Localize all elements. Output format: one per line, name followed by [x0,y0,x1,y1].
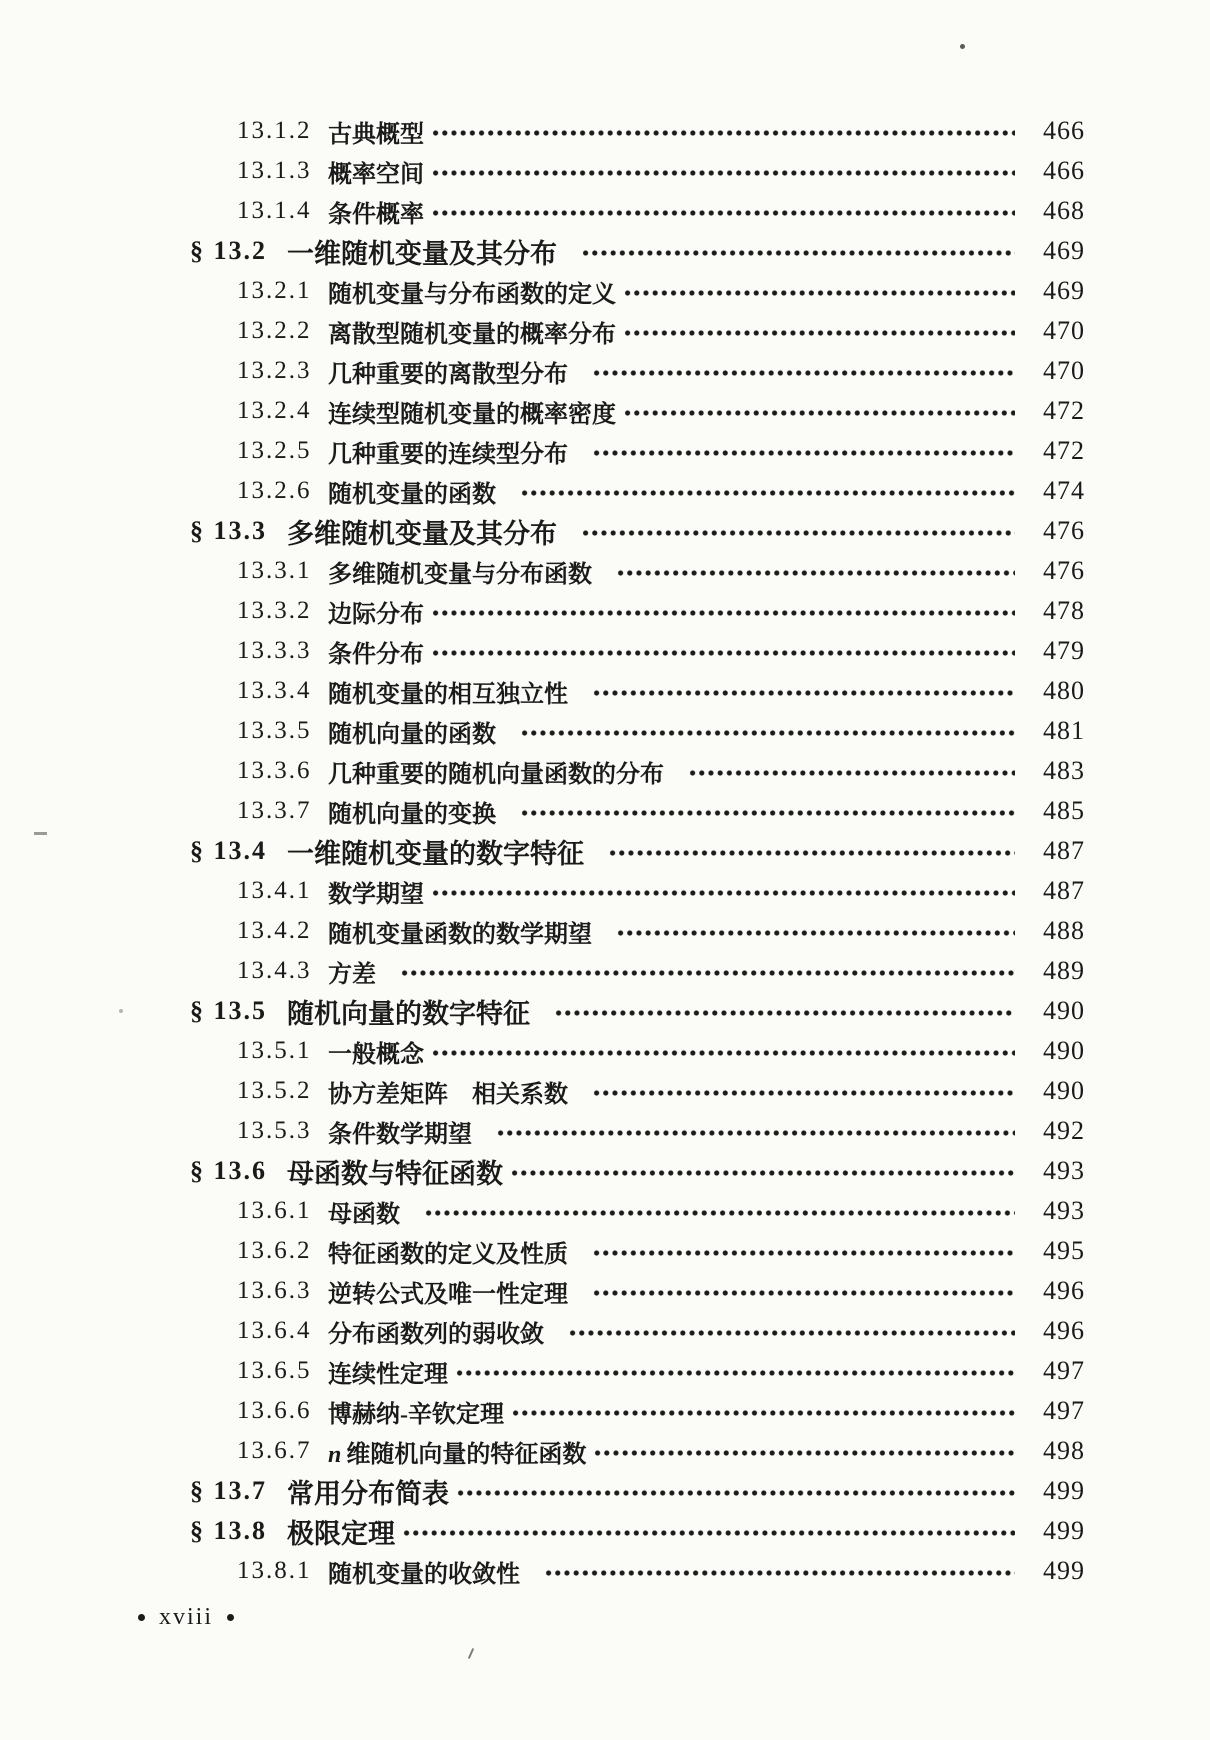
dot-leader [581,527,1015,539]
toc-entry-title: 随机向量的数字特征 [287,998,530,1029]
toc-entry-page: 487 [1043,876,1085,905]
dot-leader [592,687,1015,699]
toc-entry-page: 495 [1043,1236,1085,1265]
toc-entry-title: 方差 [328,961,376,988]
toc-row [0,751,1210,791]
toc-row [0,1271,1210,1311]
dot-leader [520,727,1015,739]
toc-row [0,1551,1210,1591]
toc-entry-page: 468 [1043,196,1085,225]
toc-row [0,431,1210,471]
toc-entry-title: 随机变量函数的数学期望 [328,921,592,948]
toc-entry-page: 492 [1043,1116,1085,1145]
toc-entry-number: 13.2.2 [237,317,312,344]
toc-entry-number: 13.6.1 [237,1197,312,1224]
toc-row [0,1031,1210,1071]
toc-entry-page: 497 [1043,1356,1085,1385]
dot-leader [688,767,1015,779]
toc-entry-page: 469 [1043,276,1085,305]
toc-row [0,471,1210,511]
dot-leader [593,1447,1015,1459]
toc-entry-title: 条件分布 [328,641,424,668]
toc-entry-page: 490 [1043,1036,1085,1065]
toc-entry-title: 一维随机变量及其分布 [287,238,557,269]
dot-leader [616,927,1015,939]
toc-entry-title: 随机变量的收敛性 [328,1561,520,1588]
toc-entry-page: 490 [1043,1076,1085,1105]
toc-row [0,311,1210,351]
toc-row [0,511,1210,551]
toc-entry-title: 极限定理 [287,1518,395,1549]
dot-leader [496,1127,1015,1139]
toc-entry-number: 13.4.3 [237,957,312,984]
toc-row [0,1231,1210,1271]
toc-entry-number: 13.5.3 [237,1117,312,1144]
toc-entry-title: 一般概念 [328,1041,424,1068]
toc-entry-page: 489 [1043,956,1085,985]
toc-entry-number: § 13.8 [190,1516,267,1545]
toc-row [0,1111,1210,1151]
toc-entry-title: 母函数与特征函数 [287,1158,503,1189]
toc-entry-number: 13.4.1 [237,877,312,904]
toc-row [0,1471,1210,1511]
toc-entry-number: 13.4.2 [237,917,312,944]
toc-entry-page: 485 [1043,796,1085,825]
scan-artifact [119,1009,123,1013]
dot-leader [581,247,1015,259]
dot-leader [623,287,1015,299]
toc-entry-page: 498 [1043,1436,1085,1465]
dot-leader [510,1167,1015,1179]
toc-entry-title: 逆转公式及唯一性定理 [328,1281,568,1308]
toc-entry-title: 常用分布简表 [287,1478,449,1509]
toc-entry-page: 481 [1043,716,1085,745]
toc-entry-page: 493 [1043,1196,1085,1225]
toc-entry-page: 472 [1043,396,1085,425]
toc-row [0,671,1210,711]
dot-leader [544,1567,1015,1579]
toc-entry-title: 随机变量与分布函数的定义 [328,281,616,308]
toc-entry-number: 13.5.2 [237,1077,312,1104]
dot-leader [623,327,1015,339]
toc-entry-number: 13.3.3 [237,637,312,664]
dot-leader [402,1527,1015,1539]
toc-entry-number: 13.3.7 [237,797,312,824]
toc-entry-number: 13.3.1 [237,557,312,584]
toc-entry-number: 13.1.2 [237,117,312,144]
toc-row [0,951,1210,991]
toc-entry-title: 离散型随机变量的概率分布 [328,321,616,348]
toc-row [0,391,1210,431]
toc-row [0,911,1210,951]
toc-entry-title: 数学期望 [328,881,424,908]
toc-row [0,1511,1210,1551]
toc-entry-number: 13.1.3 [237,157,312,184]
toc-entry-number: 13.6.7 [237,1437,312,1464]
toc-entry-page: 493 [1043,1156,1085,1185]
dot-leader [455,1367,1015,1379]
toc-entry-title: 随机变量的相互独立性 [328,681,568,708]
dot-leader [554,1007,1015,1019]
scan-artifact [468,1648,474,1659]
toc-entry-page: 496 [1043,1316,1085,1345]
toc-entry-number: 13.6.2 [237,1237,312,1264]
dot-leader [623,407,1015,419]
toc-entry-number: § 13.5 [190,996,267,1025]
toc-entry-number: 13.2.1 [237,277,312,304]
toc-entry-title: 连续性定理 [328,1361,448,1388]
toc-row [0,191,1210,231]
toc-entry-page: 497 [1043,1396,1085,1425]
toc-entry-title: 随机向量的变换 [328,801,496,828]
toc-entry-page: 478 [1043,596,1085,625]
toc-entry-number: 13.6.3 [237,1277,312,1304]
toc-entry-page: 466 [1043,156,1085,185]
toc-entry-number: § 13.6 [190,1156,267,1185]
toc-entry-page: 499 [1043,1516,1085,1545]
dot-leader [511,1407,1015,1419]
toc-entry-number: 13.2.4 [237,397,312,424]
scan-artifact [960,44,965,49]
toc-entry-title: n 维随机向量的特征函数 [328,1441,587,1468]
dot-leader [520,807,1015,819]
toc-entry-page: 469 [1043,236,1085,265]
toc-row [0,1311,1210,1351]
toc-entry-page: 496 [1043,1276,1085,1305]
dot-leader [431,207,1015,219]
scan-artifact [34,832,47,835]
toc-row [0,871,1210,911]
toc-row [0,1071,1210,1111]
dot-leader [608,847,1015,859]
toc-entry-page: 476 [1043,556,1085,585]
dot-leader [424,1207,1015,1219]
toc-entry-page: 499 [1043,1556,1085,1585]
toc-row [0,1391,1210,1431]
footer-bullet-icon [227,1614,234,1621]
toc-entry-title: 协方差矩阵 相关系数 [328,1081,568,1108]
toc-entry-title: 边际分布 [328,601,424,628]
toc-entry-title: 概率空间 [328,161,424,188]
toc-row [0,711,1210,751]
toc-entry-title: 博赫纳-辛钦定理 [328,1401,504,1428]
toc-entry-number: 13.3.5 [237,717,312,744]
toc-entry-page: 479 [1043,636,1085,665]
dot-leader [431,887,1015,899]
toc-entry-number: § 13.2 [190,236,267,265]
toc-entry-number: § 13.4 [190,836,267,865]
toc-entry-page: 483 [1043,756,1085,785]
toc-entry-title: 几种重要的随机向量函数的分布 [328,761,664,788]
toc-row [0,271,1210,311]
toc-entry-page: 499 [1043,1476,1085,1505]
toc-entry-page: 480 [1043,676,1085,705]
toc-entry-number: 13.1.4 [237,197,312,224]
dot-leader [592,1247,1015,1259]
toc-entry-number: 13.2.6 [237,477,312,504]
toc-row [0,1351,1210,1391]
dot-leader [616,567,1015,579]
toc-row [0,551,1210,591]
toc-entry-number: 13.5.1 [237,1037,312,1064]
toc-entry-page: 488 [1043,916,1085,945]
dot-leader [400,967,1015,979]
toc-row [0,1151,1210,1191]
italic-variable: n [328,1441,342,1468]
toc-entry-number: 13.3.6 [237,757,312,784]
dot-leader [431,1047,1015,1059]
toc-entry-number: 13.2.3 [237,357,312,384]
toc-entry-title: 随机向量的函数 [328,721,496,748]
toc-entry-page: 474 [1043,476,1085,505]
toc-entry-page: 470 [1043,316,1085,345]
toc-entry-title: 多维随机变量及其分布 [287,518,557,549]
toc-entry-title: 母函数 [328,1201,400,1228]
toc-entry-page: 490 [1043,996,1085,1025]
toc-row [0,791,1210,831]
toc-row [0,1431,1210,1471]
footer-bullet-icon [138,1614,145,1621]
toc-entry-title: 分布函数列的弱收敛 [328,1321,544,1348]
toc-entry-number: 13.8.1 [237,1557,312,1584]
dot-leader [592,1287,1015,1299]
toc-entry-title: 几种重要的离散型分布 [328,361,568,388]
toc-entry-page: 476 [1043,516,1085,545]
dot-leader [520,487,1015,499]
toc-row [0,151,1210,191]
toc-entry-number: 13.3.4 [237,677,312,704]
toc-entry-title: 特征函数的定义及性质 [328,1241,568,1268]
toc-row [0,631,1210,671]
toc-list [0,111,1210,1591]
toc-row [0,231,1210,271]
footer-page-roman: xviii [159,1604,214,1630]
toc-entry-number: 13.2.5 [237,437,312,464]
toc-entry-number: 13.6.4 [237,1317,312,1344]
toc-entry-title: 连续型随机变量的概率密度 [328,401,616,428]
dot-leader [592,447,1015,459]
toc-entry-page: 470 [1043,356,1085,385]
toc-row [0,991,1210,1031]
dot-leader [431,647,1015,659]
toc-entry-number: § 13.3 [190,516,267,545]
dot-leader [431,127,1015,139]
dot-leader [456,1487,1015,1499]
toc-entry-title: 一维随机变量的数字特征 [287,838,584,869]
dot-leader [568,1327,1015,1339]
toc-entry-title: 条件数学期望 [328,1121,472,1148]
toc-row [0,831,1210,871]
toc-row [0,1191,1210,1231]
toc-entry-page: 472 [1043,436,1085,465]
dot-leader [431,607,1015,619]
toc-entry-page: 487 [1043,836,1085,865]
toc-row [0,591,1210,631]
dot-leader [592,367,1015,379]
toc-entry-title: 条件概率 [328,201,424,228]
toc-entry-title: 几种重要的连续型分布 [328,441,568,468]
dot-leader [592,1087,1015,1099]
page-footer [138,1604,234,1631]
dot-leader [431,167,1015,179]
toc-row [0,351,1210,391]
toc-entry-title: 随机变量的函数 [328,481,496,508]
toc-row [0,111,1210,151]
toc-entry-number: § 13.7 [190,1476,267,1505]
toc-entry-page: 466 [1043,116,1085,145]
toc-entry-title: 古典概型 [328,121,424,148]
toc-entry-title: 多维随机变量与分布函数 [328,561,592,588]
toc-entry-number: 13.3.2 [237,597,312,624]
toc-entry-number: 13.6.6 [237,1397,312,1424]
toc-entry-number: 13.6.5 [237,1357,312,1384]
